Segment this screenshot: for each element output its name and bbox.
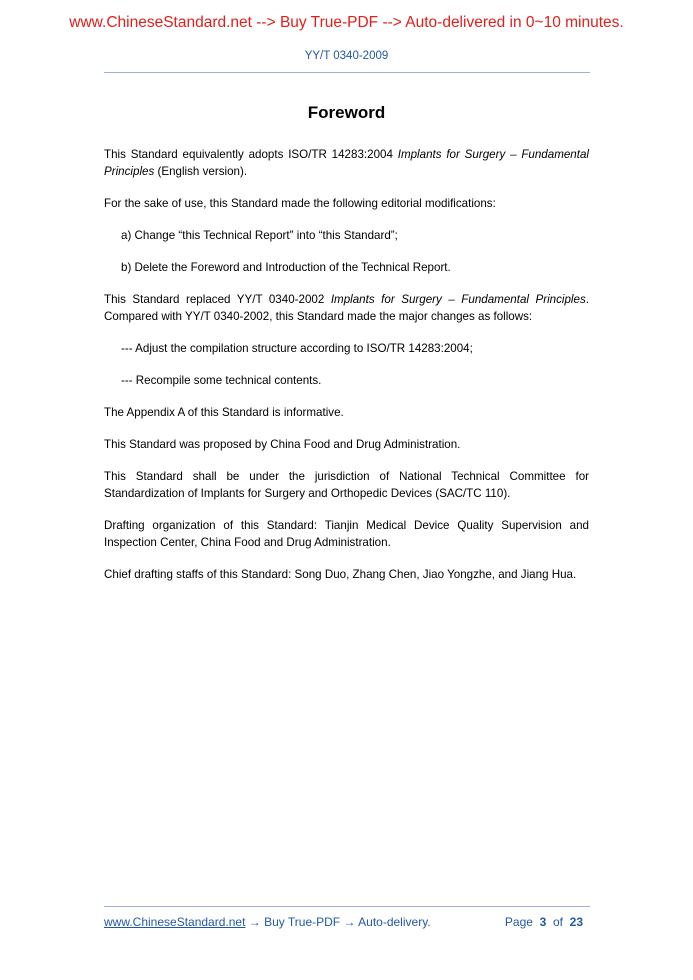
standard-title: Implants for Surgery – Fundamental Principles: [330, 293, 586, 306]
list-item-a: a) Change “this Technical Report” into “this Standard”;: [121, 229, 398, 242]
arrow-right-icon: →: [343, 915, 356, 929]
footer-divider: [104, 906, 590, 907]
paragraph-drafting-org: Drafting organization of this Standard: Tianjin Medical Device Quality Supervision and Inspection Center, China Food and Drug Administration.: [104, 519, 589, 549]
change-item-1: --- Adjust the compilation structure according to ISO/TR 14283:2004;: [121, 342, 473, 355]
page-title: Foreword: [307, 103, 386, 122]
site-link[interactable]: www.ChineseStandard.net: [104, 915, 246, 929]
page-indicator: [505, 915, 583, 929]
page-number: 3: [539, 915, 547, 929]
paragraph-drafting-staff: Chief drafting staffs of this Standard: Song Duo, Zhang Chen, Jiao Yongzhe, and Jiang Hua.: [104, 568, 577, 581]
paragraph-adoption: [104, 146, 589, 180]
paragraph-proposed: This Standard was proposed by China Food and Drug Administration.: [104, 438, 461, 451]
foreword-body: [104, 146, 589, 598]
page-label: Page: [504, 915, 533, 929]
arrow-right-icon: →: [248, 915, 261, 929]
paragraph-jurisdiction: This Standard shall be under the jurisdiction of National Technical Committee for Standardization of Implants for Surgery and Orthopedic Devices (SAC/TC 110).: [104, 470, 589, 500]
text: This Standard replaced YY/T 0340-2002: [104, 293, 331, 306]
text: (English version).: [154, 165, 248, 178]
of-label: of: [552, 915, 563, 929]
header-divider: [104, 72, 590, 73]
paragraph-modifications: For the sake of use, this Standard made the following editorial modifications:: [104, 197, 496, 210]
text: This Standard equivalently adopts ISO/TR 14283:2004: [104, 148, 398, 161]
paragraph-appendix: The Appendix A of this Standard is informative.: [104, 406, 344, 419]
text: . Compared with YY/T 0340-2002, this Standard made the major changes as follows:: [104, 293, 589, 323]
page-footer: [104, 915, 589, 929]
promo-banner[interactable]: www.ChineseStandard.net --> Buy True-PDF --> Auto-delivered in 0~10 minutes.: [69, 14, 624, 31]
page-total: 23: [569, 915, 583, 929]
paragraph-replacement: [104, 291, 589, 325]
list-item-b: b) Delete the Foreword and Introduction of the Technical Report.: [121, 261, 451, 274]
buy-text: Buy True-PDF: [264, 915, 341, 929]
delivery-text: Auto-delivery.: [358, 915, 431, 929]
standard-title: Implants for Surgery – Fundamental Principles: [104, 148, 589, 178]
document-code: YY/T 0340-2009: [304, 50, 389, 62]
change-item-2: --- Recompile some technical contents.: [121, 374, 322, 387]
